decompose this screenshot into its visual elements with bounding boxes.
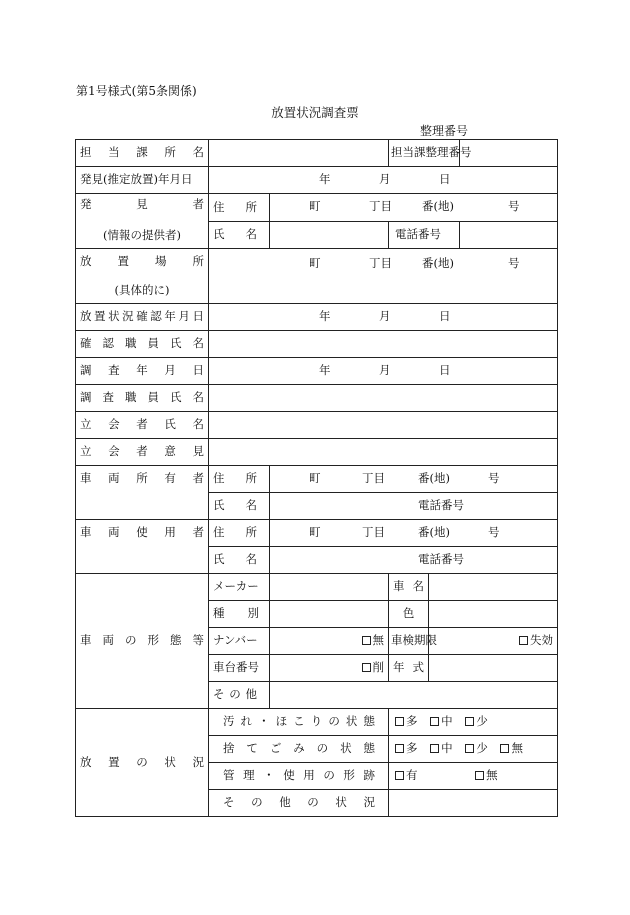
finder-label: 発見者 (情報の提供者) [76,194,209,249]
survey-form-table [75,139,558,817]
confirm-staff-field[interactable] [209,331,558,358]
kind-label: 種別 [209,601,270,628]
finder-address-label: 住所 [209,194,270,222]
dept-field[interactable] [209,140,389,167]
trash-options: 多 中 少 無 [389,736,558,763]
trash-few-checkbox[interactable] [465,744,474,753]
user-name-field[interactable]: 電話番号 [270,547,558,574]
inspection-label: 車検期限 [389,628,429,655]
dept-number-label: 担当課整理番号 [389,140,460,167]
owner-label: 車両所有者 [76,466,209,520]
form-title: 放置状況調査票 [271,105,359,120]
dept-number-field[interactable] [460,140,558,167]
owner-name-label: 氏名 [209,493,270,520]
finder-phone-field[interactable] [460,221,558,249]
user-address-label: 住所 [209,520,270,547]
owner-address-label: 住所 [209,466,270,493]
trash-mid-checkbox[interactable] [430,744,439,753]
finder-address-field[interactable]: 町 丁目 番(地) 号 [270,194,558,222]
finder-phone-label: 電話番号 [389,221,460,249]
survey-date-label: 調査年月日 [76,358,209,385]
dirt-label: 汚れ・ほこりの状態 [209,709,389,736]
witness-opinion-label: 立会者意見 [76,439,209,466]
survey-staff-label: 調査職員氏名 [76,385,209,412]
usage-none-checkbox[interactable] [475,771,484,780]
trash-label: 捨てごみの状態 [209,736,389,763]
user-name-label: 氏名 [209,547,270,574]
witness-opinion-field[interactable] [209,439,558,466]
owner-name-field[interactable]: 電話番号 [270,493,558,520]
chassis-deleted-checkbox[interactable] [362,663,371,672]
usage-options: 有 無 [389,763,558,790]
trash-none-checkbox[interactable] [500,744,509,753]
kind-field[interactable] [270,601,389,628]
number-none-checkbox[interactable] [362,636,371,645]
dirt-mid-checkbox[interactable] [430,717,439,726]
number-label: ナンバー [209,628,270,655]
usage-label: 管理・使用の形跡 [209,763,389,790]
reference-number-label: 整理番号 [420,124,469,138]
finder-name-label: 氏名 [209,221,270,249]
other-status-field[interactable] [389,790,558,817]
chassis-label: 車台番号 [209,655,270,682]
form-reference: 第1号様式(第5条関係) [76,84,197,98]
other-status-label: その他の状況 [209,790,389,817]
user-address-field[interactable]: 町 丁目 番(地) 号 [270,520,558,547]
expired-checkbox[interactable] [519,636,528,645]
finder-name-field[interactable] [270,221,389,249]
survey-date-field[interactable]: 年 月 日 [209,358,558,385]
survey-staff-field[interactable] [209,385,558,412]
dept-label: 担当課所名 [76,140,209,167]
owner-address-field[interactable]: 町 丁目 番(地) 号 [270,466,558,493]
other-label: その他 [209,682,270,709]
inspection-field[interactable]: 失効 [429,628,558,655]
form-label: 車両の形態等 [76,574,209,709]
color-field[interactable] [429,601,558,628]
dirt-few-checkbox[interactable] [465,717,474,726]
witness-name-label: 立会者氏名 [76,412,209,439]
dirt-options: 多 中 少 [389,709,558,736]
car-name-field[interactable] [429,574,558,601]
place-field[interactable]: 町 丁目 番(地) 号 [209,249,558,304]
status-label: 放置の状況 [76,709,209,817]
confirm-date-field[interactable]: 年 月 日 [209,304,558,331]
maker-label: メーカー [209,574,270,601]
other-field[interactable] [270,682,558,709]
confirm-date-label: 放置状況確認年月日 [76,304,209,331]
discovery-date-field[interactable]: 年 月 日 [209,167,558,194]
confirm-staff-label: 確認職員氏名 [76,331,209,358]
maker-field[interactable] [270,574,389,601]
dirt-many-checkbox[interactable] [395,717,404,726]
user-label: 車両使用者 [76,520,209,574]
number-field[interactable]: 無 [270,628,389,655]
car-name-label: 車名 [389,574,429,601]
discovery-date-label: 発見(推定放置)年月日 [76,167,209,194]
model-year-label: 年式 [389,655,429,682]
color-label: 色 [389,601,429,628]
chassis-field[interactable]: 削 [270,655,389,682]
usage-exists-checkbox[interactable] [395,771,404,780]
place-label: 放置場所 (具体的に) [76,249,209,304]
model-year-field[interactable] [429,655,558,682]
witness-name-field[interactable] [209,412,558,439]
trash-many-checkbox[interactable] [395,744,404,753]
